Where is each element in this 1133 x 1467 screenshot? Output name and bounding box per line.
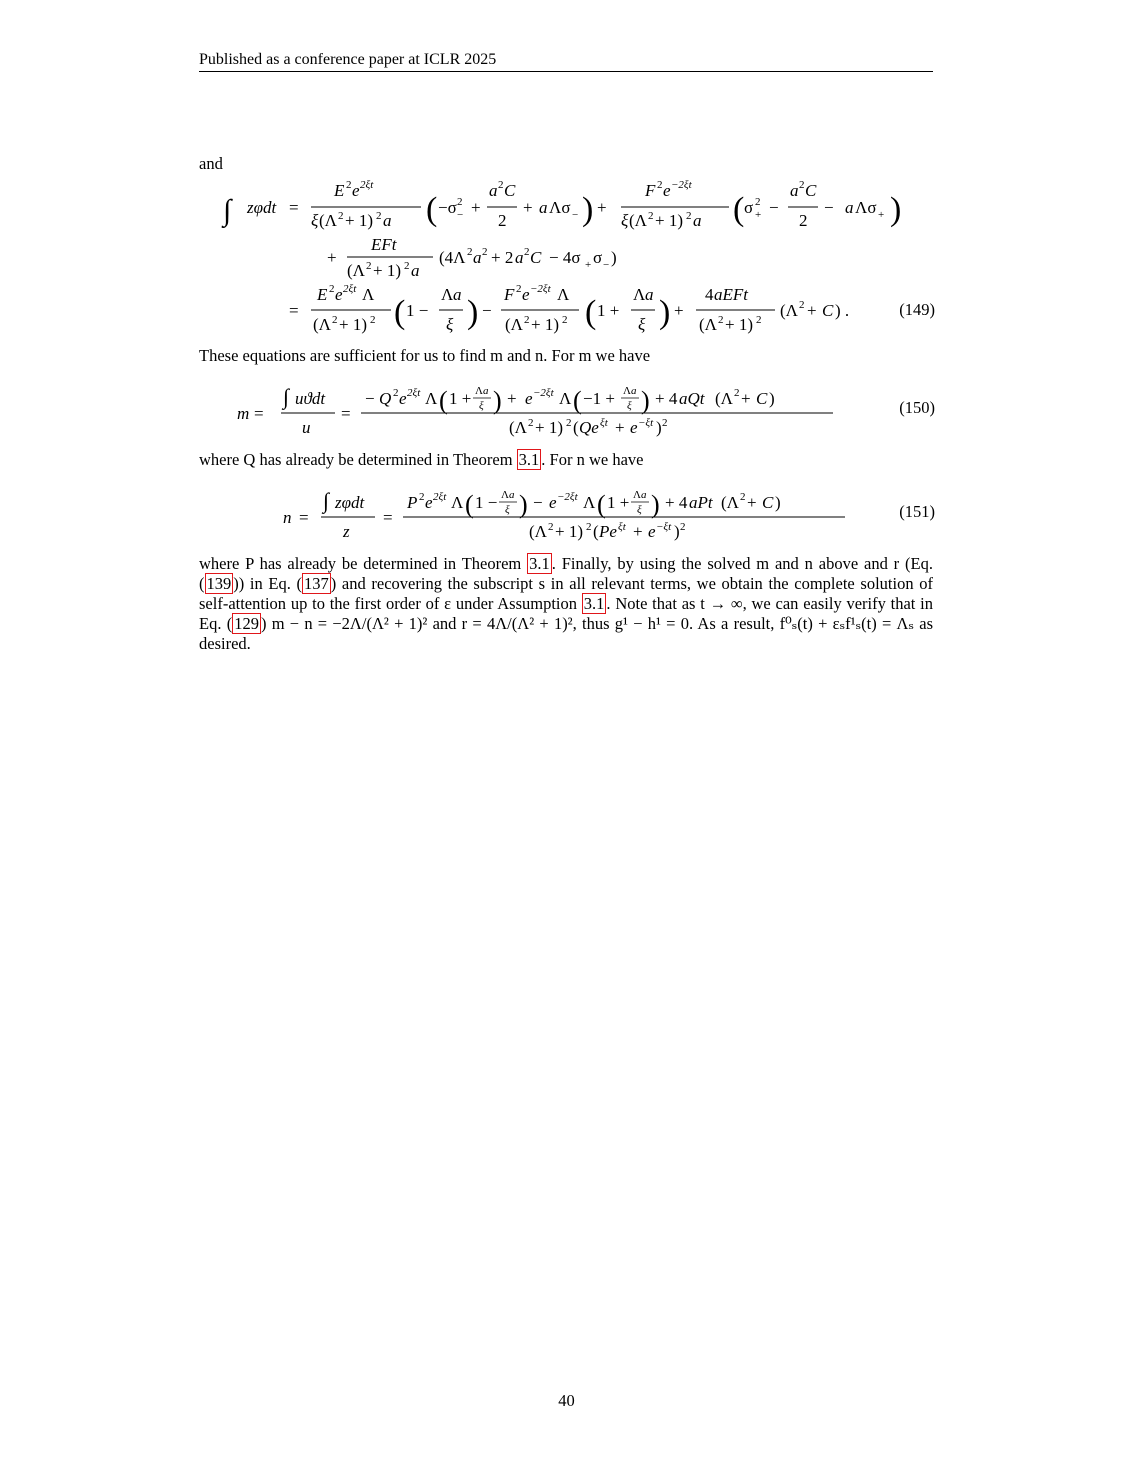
svg-text:(Λ: (Λ — [509, 418, 527, 437]
svg-text:1 +: 1 + — [449, 389, 472, 408]
svg-text:Λ: Λ — [475, 385, 483, 397]
text-fragment: . Note that as t → ∞, we can easily verify that in Eq. ( — [199, 594, 933, 633]
svg-text:e: e — [648, 522, 656, 541]
svg-text:+ 4: + 4 — [665, 493, 688, 512]
svg-text:): ) — [582, 191, 594, 228]
svg-text:+: + — [807, 301, 817, 320]
equation-link[interactable]: 129 — [234, 614, 259, 633]
svg-text:−2ξt: −2ξt — [671, 179, 692, 191]
svg-text:−σ: −σ — [438, 198, 457, 217]
svg-text:(Λ: (Λ — [505, 315, 523, 334]
closing-paragraph — [199, 554, 933, 654]
svg-text:Λ: Λ — [559, 389, 572, 408]
svg-text:−2ξt: −2ξt — [533, 387, 554, 399]
svg-text:=: = — [254, 404, 264, 423]
svg-text:): ) — [659, 294, 671, 331]
svg-text:aPt: aPt — [689, 493, 713, 512]
svg-text:−ξt: −ξt — [638, 417, 654, 429]
svg-text:ξ: ξ — [627, 400, 632, 412]
svg-text:−: − — [365, 389, 375, 408]
svg-text:+: + — [471, 198, 481, 217]
svg-text:EFt: EFt — [371, 235, 397, 254]
svg-text:Λ: Λ — [623, 385, 631, 397]
svg-text:(: ( — [593, 522, 599, 541]
equation-149 — [199, 176, 939, 341]
equation-150 — [199, 380, 939, 442]
svg-text:+: + — [585, 259, 592, 271]
svg-text:(Λ: (Λ — [780, 301, 798, 320]
svg-text:(Λ: (Λ — [319, 211, 337, 230]
svg-text:2: 2 — [562, 314, 568, 326]
svg-text:+: + — [615, 418, 625, 437]
svg-text:σ: σ — [593, 248, 603, 267]
svg-text:Λσ: Λσ — [549, 198, 571, 217]
svg-text:−: − — [572, 209, 579, 221]
svg-text:Λ: Λ — [501, 489, 509, 501]
svg-text:+ 4: + 4 — [655, 389, 678, 408]
svg-text:a: a — [631, 385, 637, 397]
svg-text:a: a — [790, 181, 799, 200]
svg-text:2: 2 — [548, 521, 554, 533]
svg-text:Λ: Λ — [557, 285, 570, 304]
svg-text:2: 2 — [680, 521, 686, 533]
svg-text:−ξt: −ξt — [656, 521, 672, 533]
svg-text:): ) — [769, 389, 775, 408]
svg-text:2: 2 — [516, 283, 522, 295]
svg-text:2ξt: 2ξt — [407, 387, 421, 399]
svg-text:1 +: 1 + — [607, 493, 630, 512]
svg-text:Λ: Λ — [451, 493, 464, 512]
svg-text:σ: σ — [744, 198, 754, 217]
svg-text:a: a — [453, 285, 462, 304]
svg-text:P: P — [407, 493, 418, 512]
svg-text:−2ξt: −2ξt — [557, 491, 578, 503]
svg-text:): ) — [493, 386, 502, 415]
equation-number-151: (151) — [899, 502, 935, 521]
svg-text:+ 1): + 1) — [655, 211, 683, 230]
svg-text:2: 2 — [346, 179, 352, 191]
svg-text:m: m — [237, 404, 250, 423]
svg-text:a: a — [641, 489, 647, 501]
svg-text:+: + — [327, 248, 337, 267]
intro-word: and — [199, 154, 223, 173]
svg-text:2: 2 — [393, 387, 399, 399]
svg-text:e: e — [399, 389, 407, 408]
svg-text:2: 2 — [657, 179, 663, 191]
svg-text:e: e — [352, 181, 360, 200]
svg-text:2: 2 — [376, 210, 382, 222]
svg-text:2: 2 — [799, 179, 805, 191]
svg-text:2: 2 — [528, 417, 534, 429]
text-fragment: where Q has already be determined in Theorem — [199, 450, 517, 469]
svg-text:a: a — [411, 261, 420, 280]
svg-text:n: n — [283, 508, 292, 527]
svg-text:(: ( — [465, 490, 474, 519]
svg-text:Λ: Λ — [362, 285, 375, 304]
svg-text:a: a — [845, 198, 854, 217]
svg-text:−: − — [482, 301, 492, 320]
svg-text:(: ( — [733, 191, 745, 228]
text-fragment: ) m − n = −2Λ/(Λ² + 1)² and r = 4Λ/(Λ² + 1)², thus g¹ − h¹ = 0. As a result, f⁰ₛ(t) + εₛf¹ₛ(t) = Λₛ as desired. — [199, 614, 934, 653]
svg-text:u: u — [302, 418, 311, 437]
svg-text:− 4σ: − 4σ — [549, 248, 581, 267]
svg-text:2: 2 — [498, 179, 504, 191]
svg-text:zφdt: zφdt — [335, 493, 365, 512]
svg-text:(Λ: (Λ — [715, 389, 733, 408]
svg-text:a: a — [489, 181, 498, 200]
svg-text:+: + — [523, 198, 533, 217]
svg-text:2: 2 — [419, 491, 425, 503]
equation-link[interactable]: 139 — [206, 574, 232, 593]
svg-text:+ 1): + 1) — [555, 522, 583, 541]
text-fragment: )) in Eq. ( — [233, 574, 303, 593]
svg-text:+: + — [878, 209, 885, 221]
svg-text:E: E — [317, 285, 328, 304]
svg-text:4: 4 — [705, 285, 714, 304]
svg-text:Λ: Λ — [633, 489, 641, 501]
svg-text:e: e — [425, 493, 433, 512]
svg-text:2: 2 — [524, 314, 530, 326]
paragraph-q-determined — [199, 450, 933, 470]
svg-text:(: ( — [394, 294, 406, 331]
svg-text:∫: ∫ — [223, 194, 232, 227]
svg-text:e: e — [522, 285, 530, 304]
svg-text:) .: ) . — [835, 301, 850, 320]
svg-text:+ 1): + 1) — [345, 211, 373, 230]
svg-text:−: − — [769, 198, 779, 217]
svg-text:∫: ∫ — [283, 384, 290, 409]
svg-text:): ) — [611, 248, 617, 267]
svg-text:2: 2 — [586, 521, 592, 533]
svg-text:e: e — [630, 418, 638, 437]
theorem-link[interactable]: 3.1 — [518, 450, 540, 469]
svg-text:2: 2 — [338, 210, 344, 222]
svg-text:2: 2 — [740, 491, 746, 503]
svg-text:+ 1): + 1) — [373, 261, 401, 280]
svg-text:2: 2 — [404, 260, 410, 272]
svg-text:−: − — [457, 209, 464, 221]
svg-text:2: 2 — [648, 210, 654, 222]
svg-text:2: 2 — [482, 246, 488, 258]
svg-text:−1 +: −1 + — [583, 389, 615, 408]
svg-text:=: = — [289, 198, 299, 217]
svg-text:+ 1): + 1) — [725, 315, 753, 334]
svg-text:+: + — [755, 209, 762, 221]
svg-text:2: 2 — [799, 211, 808, 230]
svg-text:a: a — [645, 285, 654, 304]
svg-text:ξ: ξ — [505, 504, 510, 516]
svg-text:Λσ: Λσ — [855, 198, 877, 217]
svg-text:2: 2 — [370, 314, 376, 326]
svg-text:a: a — [693, 211, 702, 230]
svg-text:z: z — [343, 522, 350, 541]
svg-text:): ) — [890, 191, 902, 228]
equation-link[interactable]: 137 — [304, 574, 329, 593]
svg-text:2: 2 — [332, 314, 338, 326]
svg-text:+: + — [633, 522, 643, 541]
paragraph-find-m-n: These equations are sufficient for us to find m and n. For m we have — [199, 346, 651, 365]
svg-text:e: e — [335, 285, 343, 304]
svg-text:(Λ: (Λ — [629, 211, 647, 230]
svg-text:ξ: ξ — [621, 211, 629, 230]
svg-text:): ) — [519, 490, 528, 519]
svg-text:+: + — [597, 198, 607, 217]
svg-text:2ξt: 2ξt — [360, 179, 374, 191]
svg-text:+: + — [747, 493, 757, 512]
svg-text:Λ: Λ — [441, 285, 454, 304]
svg-text:(: ( — [573, 418, 579, 437]
svg-text:2ξt: 2ξt — [343, 283, 357, 295]
svg-text:=: = — [383, 508, 393, 527]
svg-text:=: = — [299, 508, 309, 527]
svg-text:a: a — [483, 385, 489, 397]
svg-text:E: E — [334, 181, 345, 200]
svg-text:): ) — [467, 294, 479, 331]
svg-text:2: 2 — [686, 210, 692, 222]
svg-text:(Λ: (Λ — [529, 522, 547, 541]
svg-text:a: a — [383, 211, 392, 230]
svg-text:a: a — [539, 198, 548, 217]
svg-text:ξt: ξt — [618, 521, 626, 533]
svg-text:(: ( — [585, 294, 597, 331]
svg-text:aQt: aQt — [679, 389, 705, 408]
assumption-link[interactable]: 3.1 — [583, 594, 605, 613]
svg-text:C: C — [504, 181, 516, 200]
svg-text:C: C — [822, 301, 834, 320]
svg-text:−2ξt: −2ξt — [530, 283, 551, 295]
svg-text:−: − — [603, 259, 610, 271]
svg-text:+: + — [507, 389, 517, 408]
equation-number-150: (150) — [899, 398, 935, 417]
svg-text:a: a — [515, 248, 524, 267]
svg-text:(: ( — [597, 490, 606, 519]
svg-text:): ) — [775, 493, 781, 512]
svg-text:): ) — [641, 386, 650, 415]
svg-text:e: e — [525, 389, 533, 408]
svg-text:∫: ∫ — [323, 488, 330, 513]
svg-text:1 +: 1 + — [597, 301, 620, 320]
text-fragment: where P has already be determined in Theorem — [199, 554, 528, 573]
svg-text:(Λ: (Λ — [313, 315, 331, 334]
svg-text:Λ: Λ — [633, 285, 646, 304]
svg-text:2: 2 — [566, 417, 572, 429]
svg-text:ξ: ξ — [637, 504, 642, 516]
svg-text:2: 2 — [756, 314, 762, 326]
svg-text:zφdt: zφdt — [247, 198, 277, 217]
svg-text:a: a — [509, 489, 515, 501]
svg-text:): ) — [651, 490, 660, 519]
page-number: 40 — [558, 1391, 575, 1410]
svg-text:ξ: ξ — [638, 315, 646, 334]
svg-text:1 −: 1 − — [475, 493, 498, 512]
svg-text:(Λ: (Λ — [721, 493, 739, 512]
svg-text:uϑdt: uϑdt — [295, 389, 326, 408]
svg-text:=: = — [341, 404, 351, 423]
text-fragment: . Finally, by using the solved m and n above and r (Eq. ( — [199, 554, 933, 593]
svg-text:F: F — [645, 181, 656, 200]
svg-text:2: 2 — [329, 283, 335, 295]
theorem-link[interactable]: 3.1 — [529, 554, 550, 573]
svg-text:ξ: ξ — [446, 315, 454, 334]
svg-text:ξt: ξt — [600, 417, 608, 429]
svg-text:+ 2: + 2 — [491, 248, 514, 267]
svg-text:2: 2 — [718, 314, 724, 326]
svg-text:2: 2 — [799, 299, 805, 311]
svg-text:2: 2 — [498, 211, 507, 230]
svg-text:Λ: Λ — [425, 389, 438, 408]
svg-text:2: 2 — [524, 246, 530, 258]
svg-text:aEFt: aEFt — [714, 285, 748, 304]
svg-text:+ 1): + 1) — [339, 315, 367, 334]
running-header: Published as a conference paper at ICLR 2025 — [199, 50, 933, 72]
svg-text:Pe: Pe — [599, 522, 617, 541]
equation-number-149: (149) — [899, 300, 935, 319]
svg-text:F: F — [504, 285, 515, 304]
svg-text:): ) — [674, 522, 680, 541]
svg-text:2: 2 — [366, 260, 372, 272]
svg-text:C: C — [756, 389, 768, 408]
svg-text:(: ( — [439, 386, 448, 415]
svg-text:2: 2 — [755, 196, 761, 208]
svg-text:2: 2 — [734, 387, 740, 399]
svg-text:Λ: Λ — [583, 493, 596, 512]
svg-text:=: = — [289, 301, 299, 320]
svg-text:e: e — [549, 493, 557, 512]
svg-text:C: C — [762, 493, 774, 512]
svg-text:Q: Q — [379, 389, 392, 408]
svg-text:ξ: ξ — [311, 211, 319, 230]
svg-text:ξ: ξ — [479, 400, 484, 412]
svg-text:): ) — [656, 418, 662, 437]
svg-text:2: 2 — [457, 196, 463, 208]
text-fragment: . For n we have — [541, 450, 644, 469]
svg-text:a: a — [473, 248, 482, 267]
text-fragment: ) and recovering the subscript s in all relevant terms, we obtain the complete solution of self-attention up to the first order of ε under Assumption — [199, 574, 933, 613]
svg-text:(Λ: (Λ — [347, 261, 365, 280]
svg-text:Qe: Qe — [579, 418, 599, 437]
svg-text:−: − — [533, 493, 543, 512]
svg-text:+ 1): + 1) — [535, 418, 563, 437]
svg-text:−: − — [824, 198, 834, 217]
svg-text:(: ( — [426, 191, 438, 228]
svg-text:e: e — [663, 181, 671, 200]
svg-text:1 −: 1 − — [406, 301, 429, 320]
svg-text:(: ( — [573, 386, 582, 415]
svg-text:+: + — [674, 301, 684, 320]
svg-text:+ 1): + 1) — [531, 315, 559, 334]
equation-151 — [199, 484, 939, 546]
svg-text:2: 2 — [662, 417, 668, 429]
svg-text:2: 2 — [467, 246, 473, 258]
svg-text:C: C — [530, 248, 542, 267]
svg-text:C: C — [805, 181, 817, 200]
svg-text:(Λ: (Λ — [699, 315, 717, 334]
svg-text:+: + — [741, 389, 751, 408]
svg-text:2ξt: 2ξt — [433, 491, 447, 503]
svg-text:(4Λ: (4Λ — [439, 248, 466, 267]
